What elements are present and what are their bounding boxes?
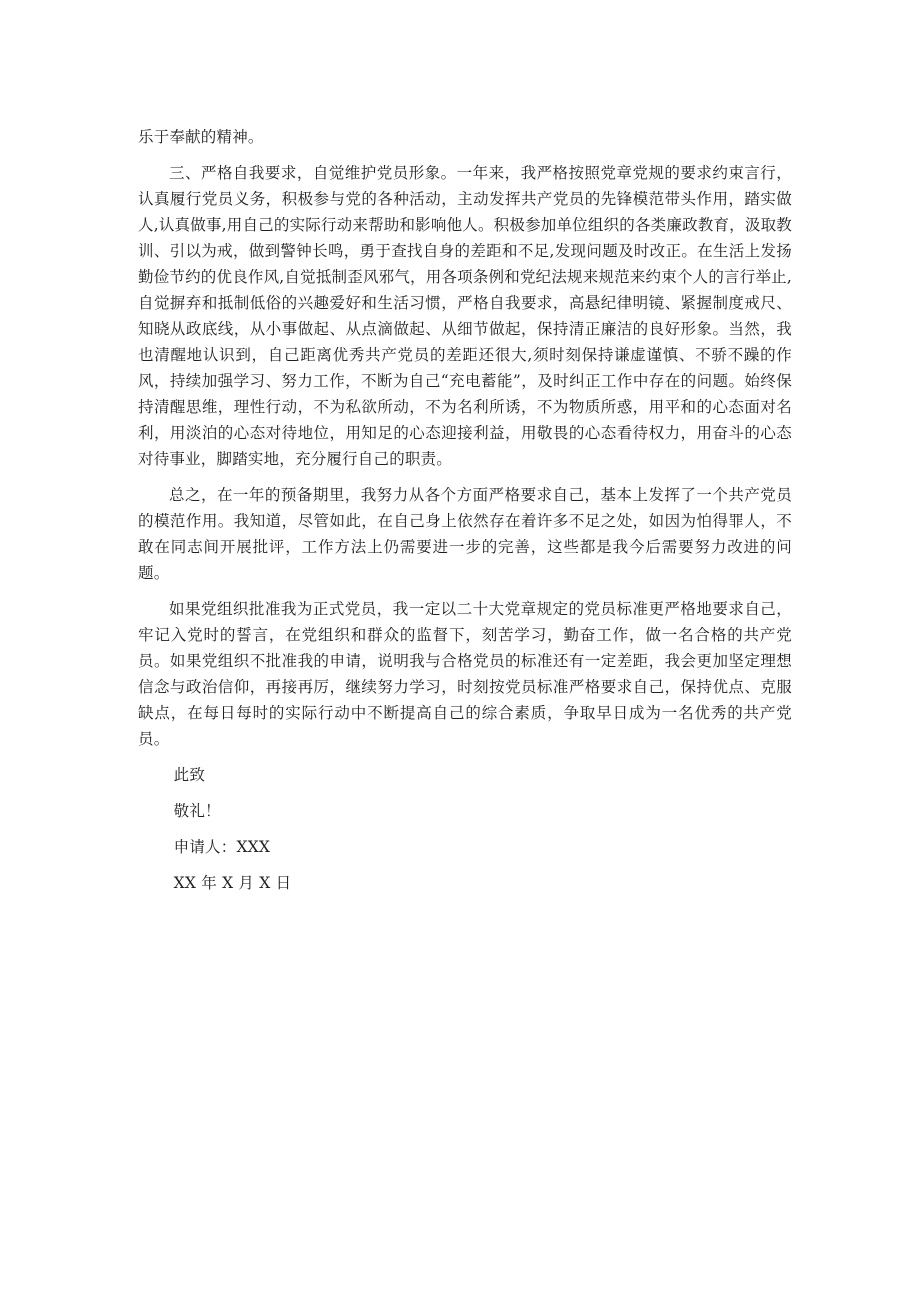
document-body (138, 124, 792, 906)
paragraph-continuation: 乐于奉献的精神。 (138, 128, 264, 146)
paragraph-self-discipline: 三、严格自我要求，自觉维护党员形象。一年来，我严格按照党章党规的要求约束言行，认真履行党员义务，积极参与党的各种活动，主动发挥共产党员的先锋模范带头作用，踏实做人,认真做事,用自己的实际行动来帮助和影响他人。积极参加单位组织的各类廉政教育，汲取教训、引以为戒，做到警钟长鸣，勇于查找自身的差距和不足,发现问题及时改正。在生活上发扬勤俭节约的优良作风,自觉抵制歪风邪气，用各项条例和党纪法规来规范来约束个人的言行举止,自觉摒弃和抵制低俗的兴趣爱好和生活习惯，严格自我要求，高悬纪律明镜、紧握制度戒尺、知晓从政底线，从小事做起、从点滴做起、从细节做起，保持清正廉洁的良好形象。当然，我也清醒地认识到，自己距离优秀共产党员的差距还很大,须时刻保持谦虚谨慎、不骄不躁的作风，持续加强学习、努力工作，不断为自己“充电蓄能”，及时纠正工作中存在的问题。始终保持清醒思维，理性行动，不为私欲所动，不为名利所诱，不为物质所惑，用平和的心态面对名利，用淡泊的心态对待地位，用知足的心态迎接利益，用敬畏的心态看待权力，用奋斗的心态对待事业，脚踏实地，充分履行自己的职责。 (138, 164, 792, 468)
closing-regards: 敬礼！ (173, 802, 221, 820)
applicant-signature: 申请人：XXX (173, 838, 271, 856)
signature-date: XX 年 X 月 X 日 (173, 874, 292, 892)
paragraph-commitment: 如果党组织批准我为正式党员，我一定以二十大党章规定的党员标准更严格地要求自己，牢记入党时的誓言，在党组织和群众的监督下，刻苦学习，勤奋工作，做一名合格的共产党员。如果党组织不批准我的申请，说明我与合格党员的标准还有一定差距，我会更加坚定理想信念与政治信仰，再接再厉，继续努力学习，时刻按党员标准严格要求自己，保持优点、克服缺点，在每日每时的实际行动中不断提高自己的综合素质，争取早日成为一名优秀的共产党员。 (138, 600, 792, 748)
closing-salutation: 此致 (173, 766, 206, 784)
paragraph-summary: 总之，在一年的预备期里，我努力从各个方面严格要求自己，基本上发挥了一个共产党员的模范作用。我知道，尽管如此，在自己身上依然存在着许多不足之处，如因为怕得罪人，不敢在同志间开展批评，工作方法上仍需要进一步的完善，这些都是我今后需要努力改进的问题。 (138, 486, 792, 582)
